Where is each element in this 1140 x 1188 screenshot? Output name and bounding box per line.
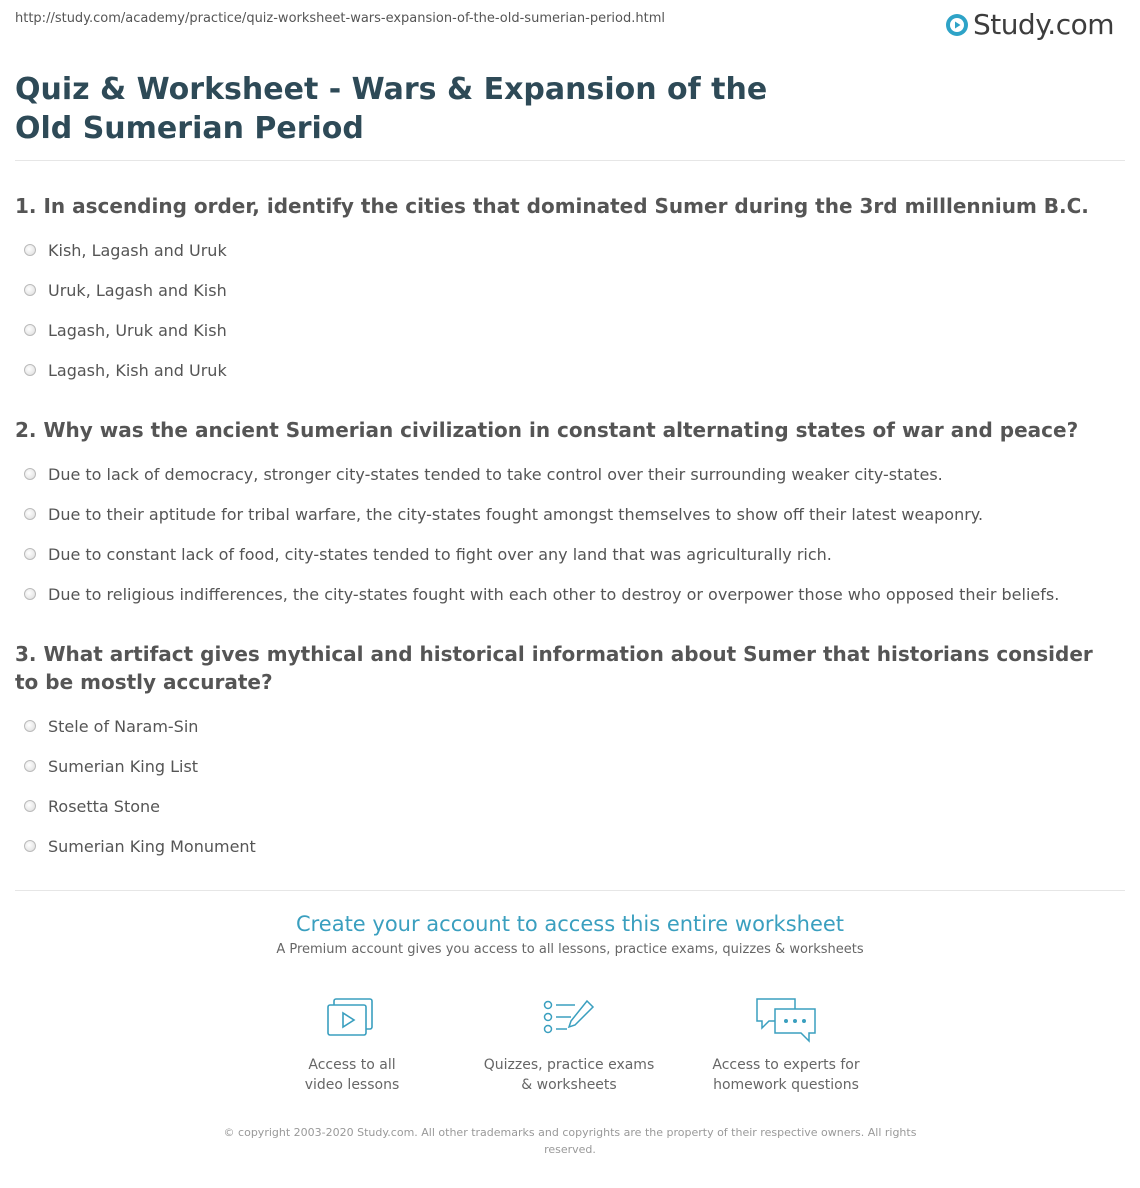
- answer-option[interactable]: [15, 706, 1115, 746]
- chat-bubbles-icon: [753, 995, 819, 1045]
- page-title: Quiz & Worksheet - Wars & Expansion of the Old Sumerian Period: [15, 72, 768, 146]
- question-2: [15, 416, 1115, 614]
- radio-button[interactable]: [24, 548, 36, 560]
- video-lessons-icon: [322, 995, 382, 1045]
- answer-label: Due to constant lack of food, city-states tended to fight over any land that was agriculturally rich.: [48, 544, 832, 564]
- radio-button[interactable]: [24, 364, 36, 376]
- answer-option[interactable]: [15, 230, 1115, 270]
- answer-label: Uruk, Lagash and Kish: [48, 280, 227, 300]
- radio-button[interactable]: [24, 324, 36, 336]
- answer-option[interactable]: [15, 746, 1115, 786]
- answer-label: Due to their aptitude for tribal warfare, the city-states fought amongst themselves to show off their latest weaponry.: [48, 504, 984, 524]
- feature-label-2: homework questions: [713, 1077, 859, 1093]
- question-text: 1. In ascending order, identify the cities that dominated Sumer during the 3rd milllennium B.C.: [15, 194, 1089, 218]
- answer-option[interactable]: [15, 454, 1115, 494]
- answer-label: Lagash, Kish and Uruk: [48, 360, 227, 380]
- question-text: 3. What artifact gives mythical and historical information about Sumer that historians consider to be mostly accurate?: [15, 642, 1093, 694]
- feature-label-1: Access to experts for: [712, 1057, 860, 1073]
- cta-subtitle: A Premium account gives you access to all lessons, practice exams, quizzes & worksheets: [276, 942, 864, 957]
- page-url[interactable]: http://study.com/academy/practice/quiz-worksheet-wars-expansion-of-the-old-sumerian-period.html: [15, 11, 665, 26]
- radio-button[interactable]: [24, 284, 36, 296]
- feature-label-2: video lessons: [304, 1077, 400, 1093]
- play-circle-icon: [945, 13, 969, 37]
- feature-label-2: & worksheets: [521, 1077, 617, 1093]
- cta-link[interactable]: Create your account to access this entire worksheet: [295, 912, 845, 936]
- radio-button[interactable]: [24, 588, 36, 600]
- radio-button[interactable]: [24, 508, 36, 520]
- feature-quizzes: [469, 995, 669, 1095]
- radio-button[interactable]: [24, 760, 36, 772]
- radio-button[interactable]: [24, 720, 36, 732]
- logo-text: Study.com: [972, 8, 1114, 41]
- radio-button[interactable]: [24, 244, 36, 256]
- answer-label: Sumerian King List: [48, 756, 199, 776]
- top-bar: [0, 0, 1140, 50]
- feature-label-1: Quizzes, practice exams: [483, 1057, 655, 1073]
- answer-option[interactable]: [15, 574, 1115, 614]
- answer-label: Rosetta Stone: [48, 796, 161, 816]
- answer-label: Kish, Lagash and Uruk: [48, 240, 227, 260]
- title-divider: [15, 160, 1125, 161]
- answer-label: Sumerian King Monument: [48, 836, 256, 856]
- answer-option[interactable]: [15, 494, 1115, 534]
- answer-label: Stele of Naram-Sin: [48, 716, 199, 736]
- question-1: [15, 192, 1115, 390]
- feature-experts: [686, 995, 886, 1095]
- answer-option[interactable]: [15, 270, 1115, 310]
- feature-video-lessons: [252, 995, 452, 1095]
- answer-option[interactable]: [15, 534, 1115, 574]
- answer-option[interactable]: [15, 786, 1115, 826]
- question-3: [15, 640, 1115, 866]
- question-text: 2. Why was the ancient Sumerian civilization in constant alternating states of war and peace?: [15, 418, 1079, 442]
- radio-button[interactable]: [24, 468, 36, 480]
- answer-option[interactable]: [15, 350, 1115, 390]
- quiz-checklist-icon: [539, 995, 599, 1045]
- feature-label-1: Access to all: [308, 1057, 396, 1073]
- answer-option[interactable]: [15, 310, 1115, 350]
- copyright-footer: © copyright 2003-2020 Study.com. All other trademarks and copyrights are the property of their respective owners. All rights reserved.: [223, 1126, 917, 1156]
- answer-label: Due to lack of democracy, stronger city-states tended to take control over their surrounding weaker city-states.: [48, 464, 943, 484]
- radio-button[interactable]: [24, 840, 36, 852]
- radio-button[interactable]: [24, 800, 36, 812]
- section-divider: [15, 890, 1125, 891]
- answer-label: Lagash, Uruk and Kish: [48, 320, 227, 340]
- answer-option[interactable]: [15, 826, 1115, 866]
- answer-label: Due to religious indifferences, the city-states fought with each other to destroy or overpower those who opposed their beliefs.: [48, 584, 1060, 604]
- study-logo[interactable]: [945, 8, 1114, 41]
- features-row: [0, 995, 1140, 1105]
- signup-cta: [0, 912, 1140, 957]
